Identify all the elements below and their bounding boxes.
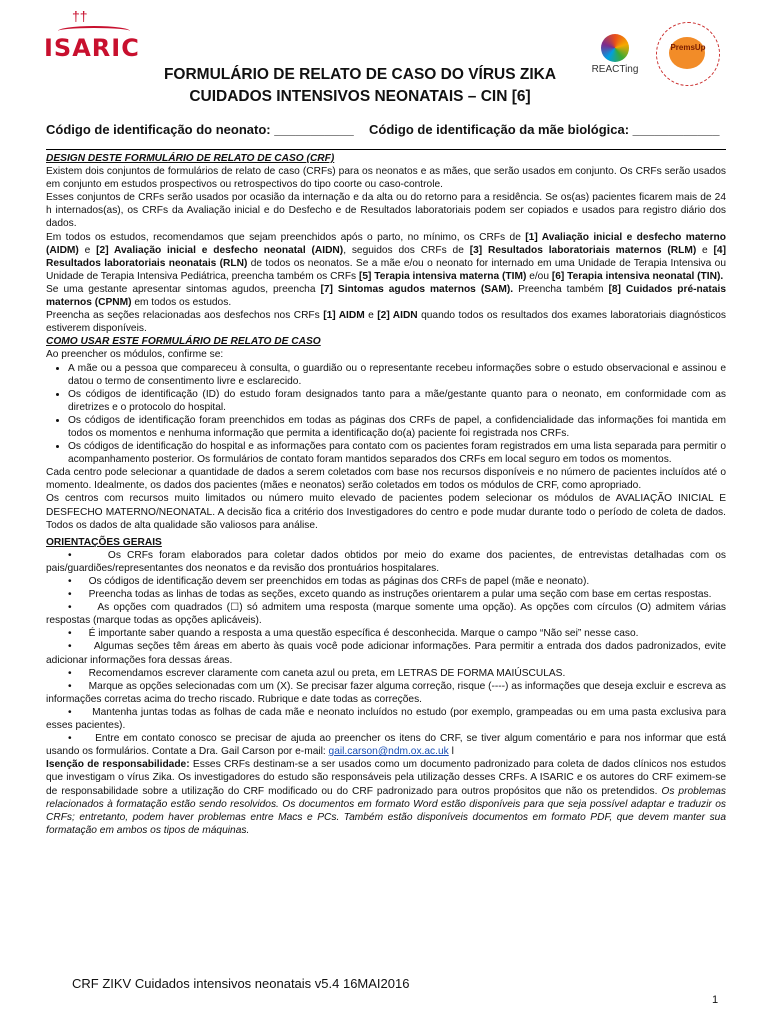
general-item-text: É importante saber quando a resposta a uma questão específica é desconhecida. Marque o campo “Não sei” nesse caso.: [88, 628, 639, 640]
usage-paragraph-2: Os centros com recursos muito limitados ou número muito elevado de pacientes podem selecionar os módulos de AVALIAÇÃO INICIAL E DESFECHO MATERNO/NEONATAL. A decisão fica a critério dos Investigadores do centro e pode mudar durante todo o período de coleta de dados. Todos os dados de alta qualidade são valiosos para análise.: [46, 493, 726, 531]
usage-paragraph-1: Cada centro pode selecionar a quantidade de dados a serem coletados com base nos recursos disponíveis e no número de pacientes incluídos até o momento. Idealmente, os dados dos pacientes (mães e neonatos) serão coletados em todos os módulos de CRF, como apropriado.: [46, 467, 726, 492]
usage-intro: Ao preencher os módulos, confirme se:: [46, 349, 224, 361]
text-span: quando todos os resultados dos exames laboratoriais diagnósticos estiverem disponíveis.: [46, 310, 727, 335]
general-item-text: Os códigos de identificação devem ser preenchidos em todas as páginas dos CRFs de papel (mãe e neonato).: [88, 576, 590, 587]
page-number: 1: [712, 994, 719, 1006]
bullet-icon: •: [68, 589, 72, 601]
usage-bullet: • Os códigos de identificação do hospital e as informações para contato com os pacientes foram registrados em uma lista separada para permitir o acompanhamento posterior. Os formulários de contato foram mantidos separados dos CRFs em local seguro em todos os momentos.: [68, 440, 726, 466]
text-span: de todos os neonatos. Se a mãe e/ou o neonato for internado em uma Unidade de Terapia Intensiva ou Unidade de Terapia Intensiva Pediátrica, preencha também os CRFs: [46, 257, 726, 282]
isaric-logo-text: ISARIC: [44, 34, 140, 62]
general-item-text: Os CRFs foram elaborados para coletar dados obtidos por meio do exame dos pacientes, de entrevistas detalhadas com os pais/guardiões/representantes dos neonatos e da revisão dos prontuários hospitalares.: [46, 549, 726, 574]
disclaimer-label: Isenção de responsabilidade:: [46, 759, 190, 771]
divider: [46, 149, 726, 150]
bullet-icon: •: [68, 641, 72, 653]
text-span: Preencha também: [513, 283, 609, 295]
neonate-id-field: Código de identificação do neonato: ___________: [46, 122, 354, 137]
reacting-circle-icon: [601, 34, 629, 62]
text-span: e: [696, 244, 714, 256]
usage-bullet-list: [46, 362, 726, 467]
crf-ref-tim: [5] Terapia intensiva materna (TIM): [358, 270, 527, 282]
bullet-icon: •: [68, 628, 72, 640]
crf-ref-rlm: [3] Resultados laboratoriais maternos (RLM): [469, 244, 697, 256]
text-span: e: [364, 310, 378, 322]
document-title: [140, 64, 580, 108]
usage-bullet: • Os códigos de identificação foram preenchidos em todas as páginas dos CRFs de papel, a confidencialidade das informações foi mantida em todos os momentos e nenhuma informação que permita a identificação do(a) paciente foi registrada nos CRFs.: [68, 414, 726, 440]
reacting-label: REACTing: [591, 64, 639, 75]
prems-logo: [656, 22, 720, 86]
usage-bullet: • Os códigos de identificação (ID) do estudo foram designados tanto para a mãe/gestante quanto para o neonato, em conformidade com as diretrizes e o protocolo do hospital.: [68, 388, 726, 414]
id-fields: [46, 122, 726, 137]
title-line-1: FORMULÁRIO DE RELATO DE CASO DO VÍRUS ZIKA: [163, 66, 557, 83]
disclaimer: [46, 758, 726, 837]
crf-ref-rln: [4] Resultados laboratoriais neonatais (RLN): [46, 244, 726, 269]
bullet-icon: •: [68, 733, 72, 745]
crf-ref-tin: [6] Terapia intensiva neonatal (TIN).: [551, 270, 724, 282]
text-span: e: [78, 244, 97, 256]
general-item-text: As opções com quadrados (☐) só admitem uma resposta (marque somente uma opção). As opções com círculos (O) admitem várias respostas (marque todas as opções aplicáveis).: [46, 602, 727, 627]
contact-email-link[interactable]: gail.carson@ndm.ox.ac.uk: [328, 746, 449, 758]
design-heading: DESIGN DESTE FORMULÁRIO DE RELATO DE CASO (CRF): [46, 153, 335, 164]
isaric-figures-icon: ††: [72, 8, 88, 24]
general-item-contact: [46, 732, 726, 758]
text-span: Se uma gestante apresentar sintomas agudos, preencha: [46, 283, 321, 295]
bullet-icon: •: [68, 706, 72, 718]
bullet-icon: •: [68, 680, 72, 692]
general-item: [46, 706, 726, 732]
crf-ref-aidn: [2] Avaliação inicial e desfecho neonatal (AIDN): [96, 244, 344, 256]
text-span: em todos os estudos.: [131, 297, 232, 309]
general-item: [46, 575, 726, 588]
contact-text: Entre em contato conosco se precisar de ajuda ao preencher os itens do CRF, se tiver algum comentário e para nos informar que está usando os formulários. Contate a Dra. Gail Carson por e-mail:: [46, 733, 727, 758]
bullet-icon: •: [68, 602, 72, 614]
design-paragraph-3: [46, 231, 726, 283]
title-line-2: CUIDADOS INTENSIVOS NEONATAIS – CIN [6]: [189, 88, 531, 105]
general-item-text: Recomendamos escrever claramente com caneta azul ou preta, em LETRAS DE FORMA MAIÚSCULAS.: [88, 667, 566, 679]
isaric-logo: [44, 6, 140, 62]
text-span: Em todos os estudos, recomendamos que sejam preenchidos após o parto, no mínimo, os CRFs de: [46, 231, 526, 243]
disclaimer-italic-note: Os problemas relacionados à formatação estão sendo resolvidos. Os documentos em formato Word estão disponíveis para que seja possível adaptar e traduzir os CRFs; entretanto, podem haver problemas entre Macs e PCs. Também estão disponíveis documentos em formato PDF, que devem manter sua formatação em ambos os tipos de máquinas.: [46, 785, 726, 836]
text-span: Preencha as seções relacionadas aos desfechos nos CRFs: [46, 310, 324, 322]
design-paragraph-1: Existem dois conjuntos de formulários de relato de caso (CRFs) para os neonatos e as mães, que serão usados em conjunto. Os CRFs serão usados em conjunto em estudos prospectivos ou retrospectivos do tipo coorte ou caso-controle.: [46, 166, 726, 191]
usage-heading: COMO USAR ESTE FORMULÁRIO DE RELATO DE CASO: [46, 336, 321, 348]
crf-ref-sam: [7] Sintomas agudos maternos (SAM).: [320, 283, 514, 295]
general-item: [46, 627, 726, 640]
usage-bullet: • A mãe ou a pessoa que compareceu à consulta, o guardião ou o representante recebeu informações sobre o estudo observacional e assinou e datou o termo de consentimento livre e esclarecido.: [68, 362, 726, 388]
general-list: [46, 549, 726, 759]
prems-label: PremsUp: [670, 43, 706, 52]
document-footer: CRF ZIKV Cuidados intensivos neonatais v5.4 16MAI2016: [72, 976, 410, 991]
crf-ref-aidm: [1] Avaliação inicial e desfecho materno (AIDM): [46, 231, 726, 256]
general-item-text: Mantenha juntas todas as folhas de cada mãe e neonato incluídos no estudo (por exemplo, grampeadas ou em uma pasta exclusiva para esses pacientes).: [46, 706, 726, 732]
design-paragraph-4: [46, 283, 726, 309]
general-item: [46, 667, 726, 680]
mother-id-field: Código de identificação da mãe biológica: ____________: [369, 122, 720, 137]
disclaimer-text: Esses CRFs destinam-se a ser usados como um documento padronizado para coleta de dados clínicos nos estudos que investigam o vírus Zika. Os investigadores do estudo são responsáveis pela utilização desses CRFs. A ISARIC e os autores do CRF eximem-se de responsabilidade sobre a utilização do CRF modificado ou do CRF padronizado para outros propósitos que não os pretendidos.: [46, 759, 726, 797]
design-paragraph-5: [46, 309, 726, 335]
prems-emblem-icon: [669, 37, 705, 69]
design-paragraph-2: Esses conjuntos de CRFs serão usados por ocasião da internação e da alta ou do retorno para a residência. Se os(as) pacientes ficarem mais de 24 h internados(as), os CRFs da Avaliação inicial e do Desfecho e de Resultados laboratoriais podem ser copiados e usados para registro diário dos dados.: [46, 192, 726, 230]
reacting-logo: [585, 34, 645, 80]
general-item: [46, 549, 726, 575]
general-item-text: Preencha todas as linhas de todas as seções, exceto quando as instruções orientarem a pular uma seção com base em certas respostas.: [88, 589, 712, 601]
contact-text-end: l: [448, 746, 454, 758]
bullet-icon: •: [68, 549, 72, 561]
crf-ref-cpnm: [8] Cuidados pré-natais maternos (CPNM): [46, 283, 726, 309]
general-item: [46, 601, 726, 627]
bullet-icon: •: [68, 576, 72, 587]
text-span: , seguidos dos CRFs de: [343, 244, 470, 256]
bullet-icon: •: [68, 667, 72, 679]
document-body: [46, 152, 726, 837]
general-heading: ORIENTAÇÕES GERAIS: [46, 536, 162, 548]
general-item-text: Marque as opções selecionadas com um (X). Se precisar fazer alguma correção, risque (----) as informações que deseja excluir e escreva as informações corretas acima do trecho riscado. Rubrique e date todas as correções.: [46, 680, 727, 705]
general-item: [46, 588, 726, 601]
text-span: e/ou: [526, 270, 552, 282]
general-item: [46, 680, 726, 706]
crf-ref-aidn-2: [2] AIDN: [377, 310, 418, 322]
general-item: [46, 640, 726, 666]
crf-ref-aidm-2: [1] AIDM: [323, 310, 365, 322]
general-item-text: Algumas seções têm áreas em aberto às quais você pode adicionar informações. Para permitir a entrada dos dados padronizados, evite adicionar informações fora dessas áreas.: [46, 641, 726, 666]
